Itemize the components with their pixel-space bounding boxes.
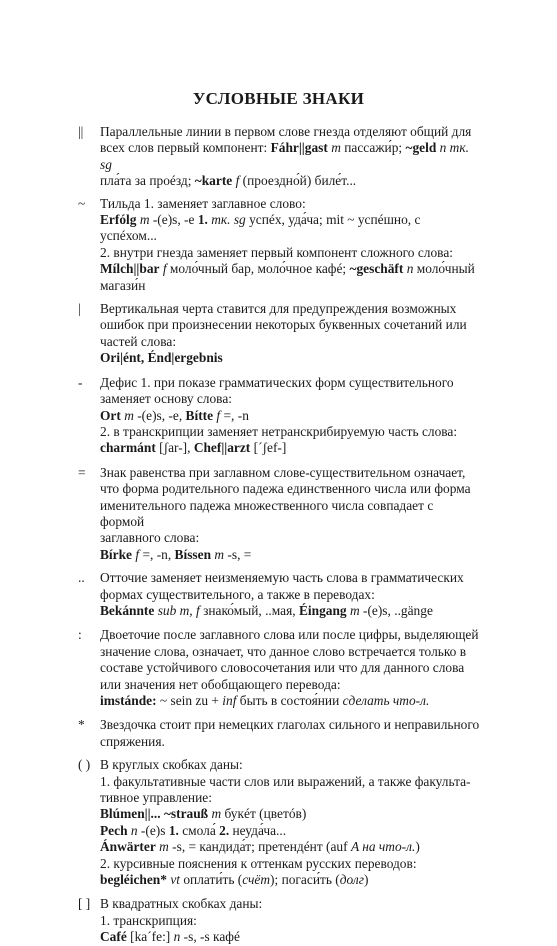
body-text: (проездно́й) биле́т... [239,173,357,189]
symbol-entry [78,465,480,563]
body-text: ); погаси́ть ( [270,872,340,888]
symbol-mark: : [78,627,82,643]
symbol-mark: - [78,374,83,390]
symbol-mark: [ ] [78,896,91,912]
body-text: составе устойчивого словосочетания или что для данного слова [100,660,465,676]
explanation-line [100,677,480,693]
symbol-explanation [100,124,480,190]
body-text: =, -n, [139,546,175,562]
explanation-line [100,872,480,888]
headword-text: Bekánnte [100,602,155,618]
explanation-line [100,245,480,261]
body-text: Параллельные линии в первом слове гнезда отделяют общий для [100,124,472,139]
symbol-entry [78,570,480,619]
italic-note: m [159,839,169,855]
explanation-line [100,660,480,676]
entry-spacer [78,619,480,627]
body-text: Звездочка стоит при немецких глаголах сильного и неправильного [100,717,480,733]
explanation-line [100,896,480,912]
explanation-line [100,481,480,497]
explanation-line [100,261,480,277]
headword-text: Erfólg [100,212,137,228]
body-text: 1. факультативные части слов или выражений, а также факульта- [100,773,471,789]
headword-text: ~strauß [163,806,209,822]
symbol-mark: ~ [78,195,86,211]
headword-text: Pech [100,822,128,838]
explanation-line [100,212,480,245]
headword-text: ~geschäft [349,261,404,277]
explanation-line [100,334,480,350]
headword-text: begléichen* [100,872,167,888]
entry-spacer [78,563,480,570]
explanation-line [100,408,480,424]
italic-note: n [130,822,138,838]
body-text: магази́н [100,277,146,293]
body-text: Знак равенства при заглавном слове-существительном означает, [100,464,466,480]
body-text: ошибок при произнесении некоторых буквенных сочетаний или [100,317,467,333]
body-text: оплати́ть ( [179,872,243,888]
body-text: или значения нет обобщающего перевода: [100,676,341,692]
body-text: что форма родительного падежа единственного числа или форма [100,481,471,497]
body-text: =, -n [220,407,249,423]
headword-text: 1. [197,212,208,228]
symbol-explanation [100,717,480,750]
headword-text: ~geld [405,140,437,156]
italic-note: f [216,407,221,423]
explanation-line [100,587,480,603]
body-text: ) [415,839,420,855]
explanation-line [100,140,480,173]
body-text: значение слова, означает, что данное слово встречается только в [100,643,467,659]
body-text: 2. в транскрипции заменяет нетранскрибируемую часть слова: [100,423,458,439]
page-title: УСЛОВНЫЕ ЗНАКИ [192,89,365,108]
italic-note: m [331,140,341,156]
symbol-entry [78,717,480,750]
headword-text: imstánde: [100,693,157,708]
explanation-line [100,301,480,317]
entry-spacer [78,750,480,757]
body-text: Тильда 1. заменяет заглавное слово: [100,195,306,211]
symbol-entry [78,196,480,294]
explanation-line [100,603,480,619]
body-text: неуда́ча... [229,822,287,838]
italic-note: сделать что-л. [342,693,430,708]
body-text: 2. внутри гнезда заменяет первый компонент сложного слова: [100,244,453,260]
explanation-line [100,856,480,872]
symbol-entry [78,375,480,457]
symbol-mark: | [78,301,81,317]
italic-note: n [406,261,414,277]
body-text: смола́ [178,822,220,838]
headword-text: Blúmen||... [100,806,161,822]
headword-text: ~karte [194,173,233,189]
symbol-entry [78,896,480,945]
explanation-line [100,570,480,586]
body-text: В круглых скобках даны: [100,757,243,773]
headword-text: Café [100,929,127,945]
symbol-explanation [100,301,480,367]
italic-note: n тк. sg [100,140,469,172]
italic-note: sub m, f [157,602,200,618]
explanation-line [100,375,480,391]
explanation-line [100,839,480,855]
explanation-line [100,196,480,212]
explanation-line [100,530,480,546]
body-text: пассажи́р; [340,140,406,156]
explanation-line [100,823,480,839]
body-text: -s, = [224,546,252,562]
body-text: успéх, уда́ча; mit ~ успéшно, с успéхом... [100,212,421,244]
body-text: заглавного слова: [100,530,200,546]
symbol-explanation [100,570,480,619]
italic-note: m [139,212,150,228]
symbol-explanation [100,757,480,888]
italic-note: m [214,546,225,562]
italic-note: vt [170,872,180,888]
body-text: букéт (цветóв) [221,806,307,822]
explanation-line [100,627,480,643]
symbol-entry [78,757,480,888]
explanation-line [100,757,480,773]
body-text: [ˊʃef-] [250,440,287,456]
body-text: заменяет основу слова: [100,391,232,407]
headword-text: Chef||arzt [193,440,251,456]
body-text: Отточие заменяет неизменяемую часть слова в грамматических [100,570,464,586]
explanation-line [100,440,480,456]
headword-text: 1. [168,822,179,838]
explanation-line [100,173,480,189]
explanation-line [100,350,480,366]
explanation-line [100,498,480,531]
body-text: -(e)s [137,822,169,838]
symbol-explanation [100,375,480,457]
symbol-explanation [100,196,480,294]
body-text: Вертикальная черта ставится для предупреждения возможных [100,301,457,317]
body-text: моло́чный бар, моло́чное кафé; [166,261,350,277]
body-text: всех слов первый компонент: [100,140,271,156]
body-text: Дефис 1. при показе грамматических форм существительного [100,374,454,390]
headword-text: Bíssen [174,546,212,562]
explanation-line [100,774,480,790]
headword-text: Bírke [100,546,132,562]
headword-text: Ánwärter [100,839,156,855]
headword-text: Ori|ént, Énd|ergebnis [100,350,223,366]
explanation-line [100,913,480,929]
explanation-line [100,317,480,333]
body-text: частей слова: [100,333,177,349]
body-text: ~ sein zu + [156,693,223,708]
symbol-entry [78,627,480,709]
italic-note: A на что-л. [350,839,416,855]
headword-text: Bítte [185,407,214,423]
symbol-entry [78,301,480,367]
italic-note: m [211,806,222,822]
explanation-line [100,717,480,733]
body-text: тивное управление: [100,790,212,806]
symbol-mark: || [78,124,84,139]
explanation-line [100,465,480,481]
italic-note: тк. sg [211,212,246,228]
body-text: формах существительного, а также в переводах: [100,586,375,602]
explanation-line [100,424,480,440]
body-text: Двоеточие после заглавного слова или после цифры, выделяющей [100,627,479,643]
entry-spacer [78,888,480,896]
explanation-line [100,644,480,660]
symbol-mark: * [78,717,85,733]
body-text: пла́та за проéзд; [100,173,195,189]
symbol-explanation [100,465,480,563]
body-text: -s, = кандида́т; претендéнт (auf [168,839,351,855]
explanation-line [100,547,480,563]
body-text: В квадратных скобках даны: [100,896,263,912]
headword-text: Fáhr||gast [270,140,328,156]
explanation-line [100,790,480,806]
explanation-line [100,278,480,294]
explanation-line [100,734,480,750]
entry-spacer [78,367,480,375]
body-text: -(e)s, -e [149,212,198,228]
body-text: моло́чный [413,261,475,277]
body-text: -(e)s, ..gänge [359,602,433,618]
symbol-mark: .. [78,570,85,586]
italic-note: счёт [242,872,271,888]
body-text: -(e)s, -e, [133,407,186,423]
body-text: знако́мый, ..мая, [199,602,299,618]
body-text: именительного падежа множественного числа совпадает с формой [100,497,434,529]
body-text: 2. курсивные пояснения к оттенкам русских переводов: [100,855,417,871]
body-text: ) [363,872,369,888]
body-text: [ʃar-], [155,440,194,456]
headword-text: 2. [219,822,230,838]
body-text: 1. транскрипция: [100,912,197,928]
italic-note: долг [339,872,364,888]
italic-note: f [235,173,240,189]
italic-note: m [349,602,360,618]
body-text: спряжения. [100,733,165,749]
italic-note: inf [222,693,237,708]
italic-note: f [162,261,167,277]
headword-text: Éingang [298,602,347,618]
entry-spacer [78,294,480,301]
entry-spacer [78,457,480,465]
body-text: [kaˊfe:] [126,929,174,945]
headword-text: Ort [100,407,121,423]
body-text: -s, -s кафé [180,929,240,945]
italic-note: n [173,929,181,945]
entry-spacer [78,709,480,717]
symbol-entry [78,124,480,190]
explanation-line [100,693,480,709]
symbol-mark: ( ) [78,757,91,773]
symbol-explanation [100,896,480,945]
headword-text: Mílch||bar [100,261,160,277]
symbol-list [78,124,480,946]
explanation-line [100,929,480,945]
symbol-explanation [100,627,480,709]
symbol-mark: = [78,464,86,480]
explanation-line [100,124,480,140]
headword-text: charmánt [100,440,156,456]
italic-note: m [124,407,134,423]
explanation-line [100,391,480,407]
body-text: быть в состоя́нии [236,693,343,708]
explanation-line [100,806,480,822]
italic-note: f [135,546,140,562]
